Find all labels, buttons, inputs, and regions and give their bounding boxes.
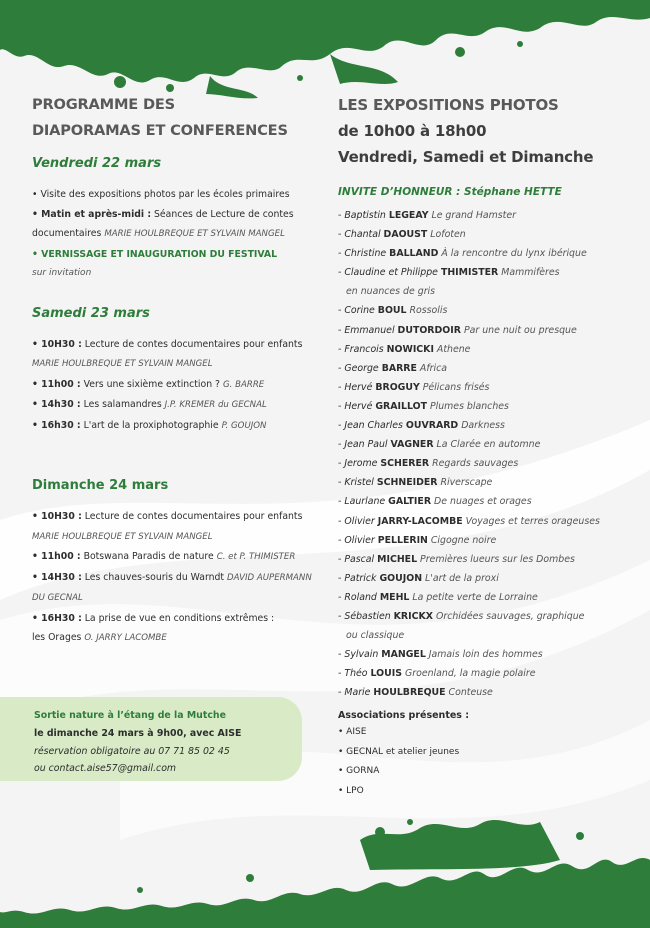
association-item: • LPO — [338, 785, 364, 796]
exhibit-title: Plumes blanches — [426, 400, 509, 412]
exhibitor-item — [338, 416, 638, 435]
association-item: • GECNAL et atelier jeunes — [338, 746, 460, 757]
exhibitor-last-name: PELLERIN — [377, 534, 428, 546]
exhibit-title: Orchidées sauvages, graphique — [433, 610, 585, 622]
exhibitor-item — [338, 588, 638, 607]
sunday-item: • 10H30 : Lecture de contes documentaires pour enfants — [32, 511, 303, 522]
exhibitor-first-name: - Roland — [338, 591, 380, 603]
exhibitions-column — [338, 92, 638, 801]
exhibitor-item — [338, 282, 638, 301]
exhibitor-first-name: - George — [338, 362, 382, 374]
exhibitor-item — [338, 378, 638, 397]
exhibitor-last-name: JARRY-LACOMBE — [377, 515, 463, 527]
exhibitor-item — [338, 206, 638, 225]
exhibitor-last-name: SCHNEIDER — [376, 477, 438, 489]
exhibitor-item — [338, 397, 638, 416]
exhibitor-first-name: - Baptistin — [338, 210, 389, 221]
exhibitor-last-name: DUTORDOIR — [397, 324, 461, 336]
saturday-item: MARIE HOULBREQUE ET SYLVAIN MANGEL — [32, 359, 213, 369]
exhibitor-last-name: BARRE — [381, 362, 417, 374]
exhibitor-first-name: - Hervé — [338, 400, 376, 412]
exhibitor-item — [338, 435, 638, 454]
exhibitor-item — [338, 473, 638, 492]
exhibitor-last-name: BALLAND — [389, 248, 439, 260]
exhibit-title: De nuages et orages — [431, 496, 532, 508]
nature-outing-callout — [0, 697, 302, 781]
friday-title: Vendredi 22 mars — [32, 156, 162, 171]
saturday-item: • 14h30 : Les salamandres J.P. KREMER du GECNAL — [32, 399, 267, 410]
exhibit-title: Lofoten — [427, 229, 466, 241]
exhibit-title: L'art de la proxi — [422, 572, 499, 584]
exhibit-title: Darkness — [458, 420, 505, 432]
exhibitor-first-name: - Francois — [338, 343, 387, 355]
exhibitor-first-name: - Sébastien — [338, 610, 394, 622]
exhibitor-first-name: - Emmanuel — [338, 324, 398, 336]
exhibitor-last-name: LOUIS — [370, 668, 402, 680]
saturday-item: • 11h00 : Vers une sixième extinction ? G. BARRE — [32, 378, 265, 390]
program-column — [32, 92, 322, 649]
exhibit-title: Athene — [433, 343, 471, 355]
exhibitor-item — [338, 512, 638, 531]
exhibitor-first-name: - Olivier — [338, 534, 378, 546]
exhibitor-item — [338, 569, 638, 588]
exhibit-title: À la rencontre du lynx ibérique — [438, 248, 587, 260]
exhibitor-item — [338, 340, 638, 359]
exhibit-title: Le grand Hamster — [428, 210, 516, 221]
sunday-title: Dimanche 24 mars — [32, 478, 169, 493]
exhibitor-item — [338, 607, 638, 626]
exhibitor-last-name: MANGEL — [381, 649, 426, 661]
exhibitor-last-name: HOULBREQUE — [373, 687, 446, 699]
guest-of-honor: INVITE D’HONNEUR : Stéphane HETTE — [338, 186, 562, 198]
exhibitor-first-name: - Olivier — [338, 515, 378, 527]
sunday-section — [32, 507, 322, 649]
sunday-item: • 16H30 : La prise de vue en conditions extrêmes : — [32, 612, 275, 624]
exhibit-title: Conteuse — [445, 687, 493, 699]
exhibitor-item — [338, 359, 638, 378]
bottom-green-splash — [0, 858, 650, 928]
association-item: • GORNA — [338, 766, 380, 777]
exhibitor-item — [338, 664, 638, 683]
exhibitor-item — [338, 321, 638, 340]
exhibitor-item — [338, 454, 638, 473]
exhibitor-first-name: - Corine — [338, 305, 378, 317]
exhibit-title: Jamais loin des hommes — [425, 649, 543, 661]
friday-line-2: • Matin et après-midi : Séances de Lecture de contes — [32, 208, 294, 220]
exhibitor-last-name: KRICKX — [393, 610, 433, 622]
exhibitor-item — [338, 225, 638, 244]
exhibit-title: Voyages et terres orageuses — [462, 515, 600, 527]
exhibitor-first-name: - Laurlane — [338, 496, 389, 508]
sunday-item: • 11h00 : Botswana Paradis de nature C. et P. THIMISTER — [32, 551, 296, 562]
callout-date: le dimanche 24 mars à 9h00, avec AISE — [34, 728, 242, 739]
saturday-item: • 16h30 : L'art de la proxiphotographie P. GOUJON — [32, 419, 267, 431]
saturday-title: Samedi 23 mars — [32, 305, 150, 321]
exhibitor-last-name: MEHL — [379, 591, 410, 603]
exhibit-title: Premières lueurs sur les Dombes — [417, 553, 575, 565]
exhibit-title: Cigogne noire — [427, 534, 497, 546]
exhibitor-last-name: GALTIER — [388, 496, 432, 508]
exhibitor-first-name: - Jean Charles — [338, 420, 406, 432]
exhibitor-item — [338, 626, 638, 645]
exhibitor-last-name: GOUJON — [379, 572, 423, 584]
sunday-item: • 14H30 : Les chauves-souris du Warndt DAVID AUPERMANN — [32, 571, 312, 583]
exhibit-title: Africa — [416, 362, 447, 374]
exhibitor-first-name: - Christine — [338, 248, 390, 260]
exhibitor-item — [338, 645, 638, 664]
exhibitor-first-name: - Théo — [338, 668, 371, 680]
sunday-item: les Orages O. JARRY LACOMBE — [32, 632, 167, 643]
exhibitor-item — [338, 550, 638, 569]
exhibitor-first-name: - Hervé — [338, 381, 376, 393]
program-title-line2: DIAPORAMAS ET CONFERENCES — [32, 122, 288, 139]
associations-title: Associations présentes : — [338, 710, 470, 722]
association-item: • AISE — [338, 727, 367, 738]
exhibitor-item — [338, 301, 638, 320]
exhibit-title: Riverscape — [437, 477, 493, 489]
exhibitor-item — [338, 244, 638, 263]
vernissage-line: • VERNISSAGE ET INAUGURATION DU FESTIVAL — [32, 248, 278, 260]
exhibitions-title-line1: LES EXPOSITIONS PHOTOS — [338, 96, 559, 114]
exhibitor-first-name: - Pascal — [338, 553, 378, 565]
exhibitor-last-name: NOWICKI — [386, 343, 434, 355]
exhibit-title: Mammifères — [498, 267, 560, 279]
exhibitor-last-name: MICHEL — [377, 553, 418, 565]
exhibit-title: Rossolis — [406, 305, 448, 317]
exhibit-title: La Clarée en automne — [433, 439, 541, 451]
associations-list — [338, 723, 638, 801]
saturday-item: • 10H30 : Lecture de contes documentaires pour enfants — [32, 338, 303, 350]
callout-email: ou contact.aise57@gmail.com — [34, 763, 177, 774]
exhibitor-item — [338, 263, 638, 282]
exhibitor-last-name: GRAILLOT — [375, 400, 427, 412]
sunday-item: DU GECNAL — [32, 593, 83, 603]
exhibitor-last-name: THIMISTER — [440, 267, 499, 279]
saturday-section — [32, 335, 322, 437]
exhibitor-first-name: - Kristel — [338, 477, 377, 489]
exhibitor-first-name: - Jean Paul — [338, 439, 391, 451]
exhibitor-list — [338, 206, 638, 702]
exhibitor-last-name: OUVRARD — [405, 420, 459, 432]
callout-title: Sortie nature à l’étang de la Mutche — [34, 710, 226, 721]
exhibitor-last-name: DAOUST — [383, 229, 428, 241]
friday-line-1: • Visite des expositions photos par les écoles primaires — [32, 189, 290, 200]
exhibitor-first-name: - Marie — [338, 687, 374, 699]
exhibitor-item — [338, 531, 638, 550]
sunday-item: MARIE HOULBREQUE ET SYLVAIN MANGEL — [32, 531, 213, 542]
exhibitor-last-name: BROGUY — [375, 381, 420, 393]
exhibitor-last-name: VAGNER — [390, 439, 434, 451]
exhibitor-first-name: - Jerome — [338, 458, 381, 470]
exhibit-title: Par une nuit ou presque — [460, 324, 577, 336]
exhibit-title: Groenland, la magie polaire — [401, 668, 536, 680]
exhibit-title: La petite verte de Lorraine — [409, 591, 538, 603]
program-title-line1: PROGRAMME DES — [32, 96, 175, 113]
exhibit-title: en nuances de gris — [346, 286, 436, 298]
exhibitor-first-name: - Sylvain — [338, 649, 382, 661]
top-green-splash — [0, 0, 650, 82]
exhibitor-first-name: - Patrick — [338, 572, 380, 584]
invitation-note: sur invitation — [32, 268, 92, 278]
exhibitor-first-name: - Chantal — [338, 229, 384, 241]
exhibit-title: Pélicans frisés — [419, 381, 490, 393]
exhibitions-title-line2: de 10h00 à 18h00 — [338, 122, 487, 140]
exhibitor-item — [338, 492, 638, 511]
exhibit-title: Regards sauvages — [429, 458, 519, 470]
callout-phone: réservation obligatoire au 07 71 85 02 45 — [34, 745, 230, 757]
exhibitor-last-name: BOUL — [377, 305, 407, 317]
friday-section — [32, 185, 322, 284]
exhibit-title: ou classique — [346, 630, 405, 642]
exhibitor-last-name: LEGEAY — [388, 210, 429, 221]
exhibitor-last-name: SCHERER — [380, 458, 430, 470]
exhibitor-item — [338, 683, 638, 702]
exhibitor-first-name: - Claudine et Philippe — [338, 267, 441, 279]
friday-line-3: documentaires MARIE HOULBREQUE ET SYLVAIN MANGEL — [32, 228, 285, 239]
exhibitions-title-line3: Vendredi, Samedi et Dimanche — [338, 148, 594, 166]
